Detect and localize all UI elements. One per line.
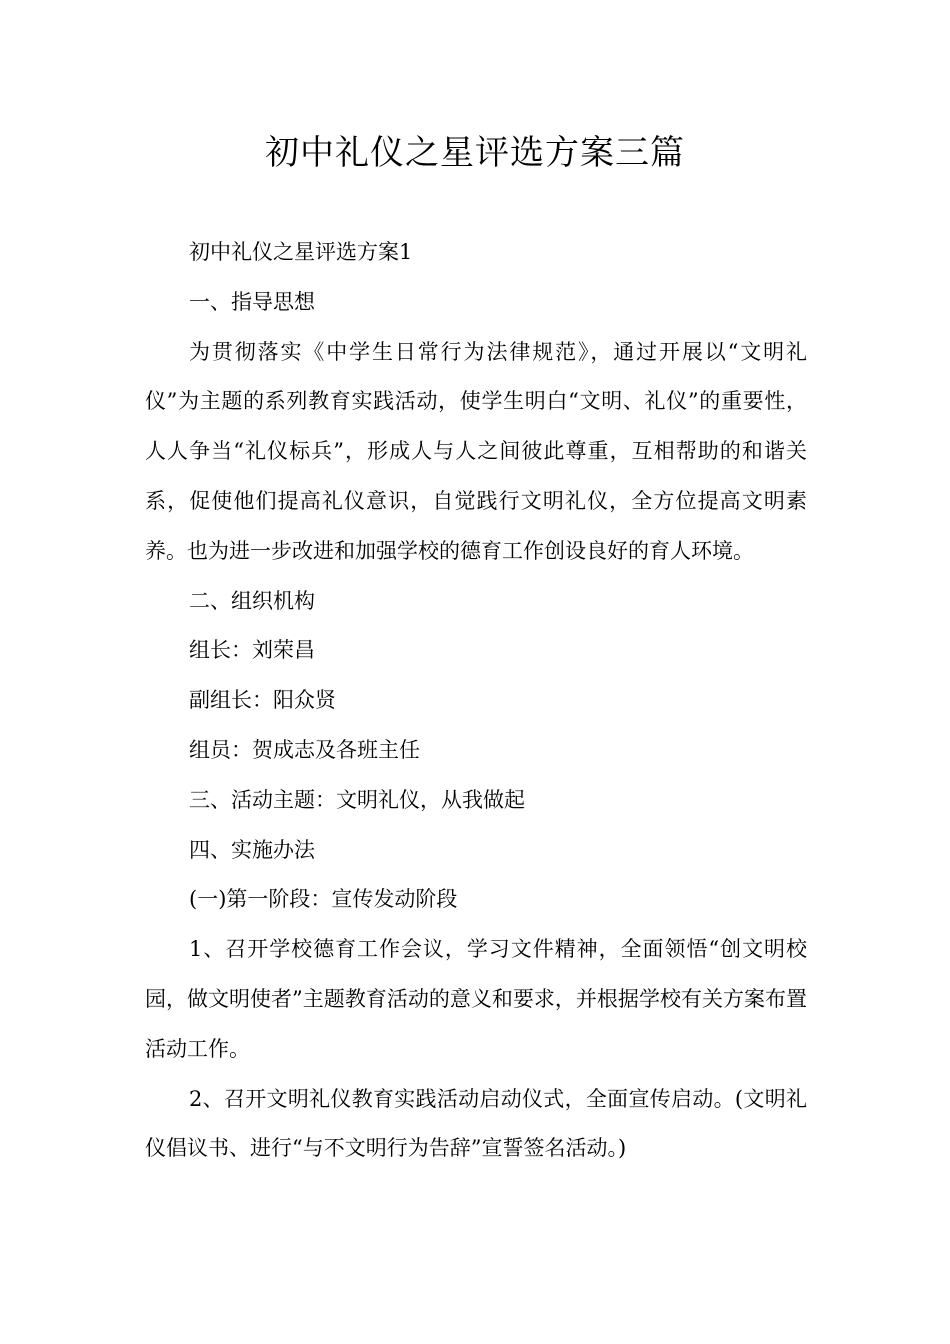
org-leader: 组长：刘荣昌 [189,638,315,663]
org-members: 组员：贺成志及各班主任 [189,737,420,762]
heading-phase-one: (一)第一阶段：宣传发动阶段 [189,887,458,912]
heading-guiding-ideology: 一、指导思想 [189,289,315,314]
heading-implementation: 四、实施办法 [189,837,315,862]
heading-organization: 二、组织机构 [189,588,315,613]
document-title: 初中礼仪之星评选方案三篇 [265,133,685,173]
paragraph-guiding-ideology: 为贯彻落实《中学生日常行为法律规范》，通过开展以“文明礼仪”为主题的系列教育实践活动，使学生明白“文明、礼仪”的重要性，人人争当“礼仪标兵”，形成人与人之间彼此尊重，互相帮助的和谐关系，促使他们提高礼仪意识，自觉践行文明礼仪，全方位提高文明素养。也为进一步改进和加强学校的德育工作创设良好的育人环境。 [145,339,807,563]
heading-activity-theme: 三、活动主题：文明礼仪，从我做起 [189,787,525,812]
org-deputy-leader: 副组长：阳众贤 [189,688,336,713]
document-body [145,228,807,1174]
section-subtitle: 初中礼仪之星评选方案1 [189,240,413,264]
paragraph-item-1: 1、召开学校德育工作会议，学习文件精神，全面领悟“创文明校园，做文明使者”主题教育活动的意义和要求，并根据学校有关方案布置活动工作。 [145,937,807,1061]
paragraph-item-2: 2、召开文明礼仪教育实践活动启动仪式，全面宣传启动。(文明礼仪倡议书、进行“与不文明行为告辞”宣誓签名活动。) [145,1086,807,1161]
